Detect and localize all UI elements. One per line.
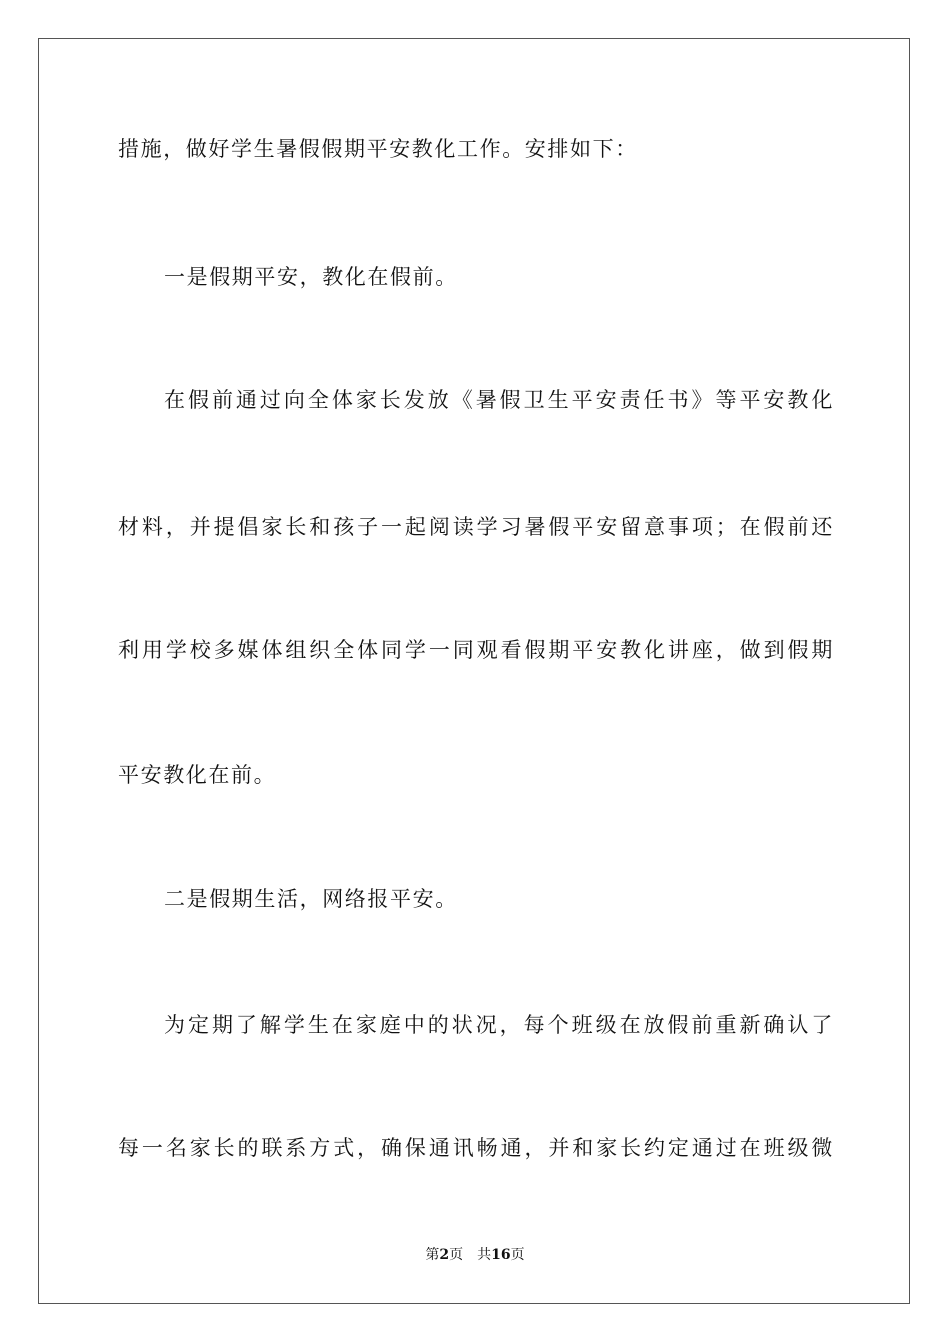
text-line-1: 措施，做好学生暑假假期平安教化工作。安排如下： <box>118 137 638 161</box>
text-line-6: 平安教化在前。 <box>118 763 277 787</box>
footer-total-prefix: 共 <box>477 1247 492 1263</box>
page-frame <box>38 38 910 1304</box>
text-line-3: 在假前通过向全体家长发放《暑假卫生平安责任书》等平安教化 <box>164 388 834 412</box>
footer-page-number: 2 <box>439 1247 450 1263</box>
text-line-2: 一是假期平安，教化在假前。 <box>164 265 458 289</box>
text-line-7: 二是假期生活，网络报平安。 <box>164 887 458 911</box>
footer-total-suffix: 页 <box>510 1247 525 1263</box>
text-line-4: 材料，并提倡家长和孩子一起阅读学习暑假平安留意事项；在假前还 <box>118 515 834 539</box>
footer-page-prefix: 第 <box>425 1247 440 1263</box>
footer-total-pages: 16 <box>491 1247 511 1263</box>
text-line-8: 为定期了解学生在家庭中的状况，每个班级在放假前重新确认了 <box>164 1013 834 1037</box>
text-line-9: 每一名家长的联系方式，确保通讯畅通，并和家长约定通过在班级微 <box>118 1136 834 1160</box>
page-footer <box>0 1245 950 1265</box>
footer-page-suffix: 页 <box>449 1247 464 1263</box>
text-line-5: 利用学校多媒体组织全体同学一同观看假期平安教化讲座，做到假期 <box>118 638 834 662</box>
